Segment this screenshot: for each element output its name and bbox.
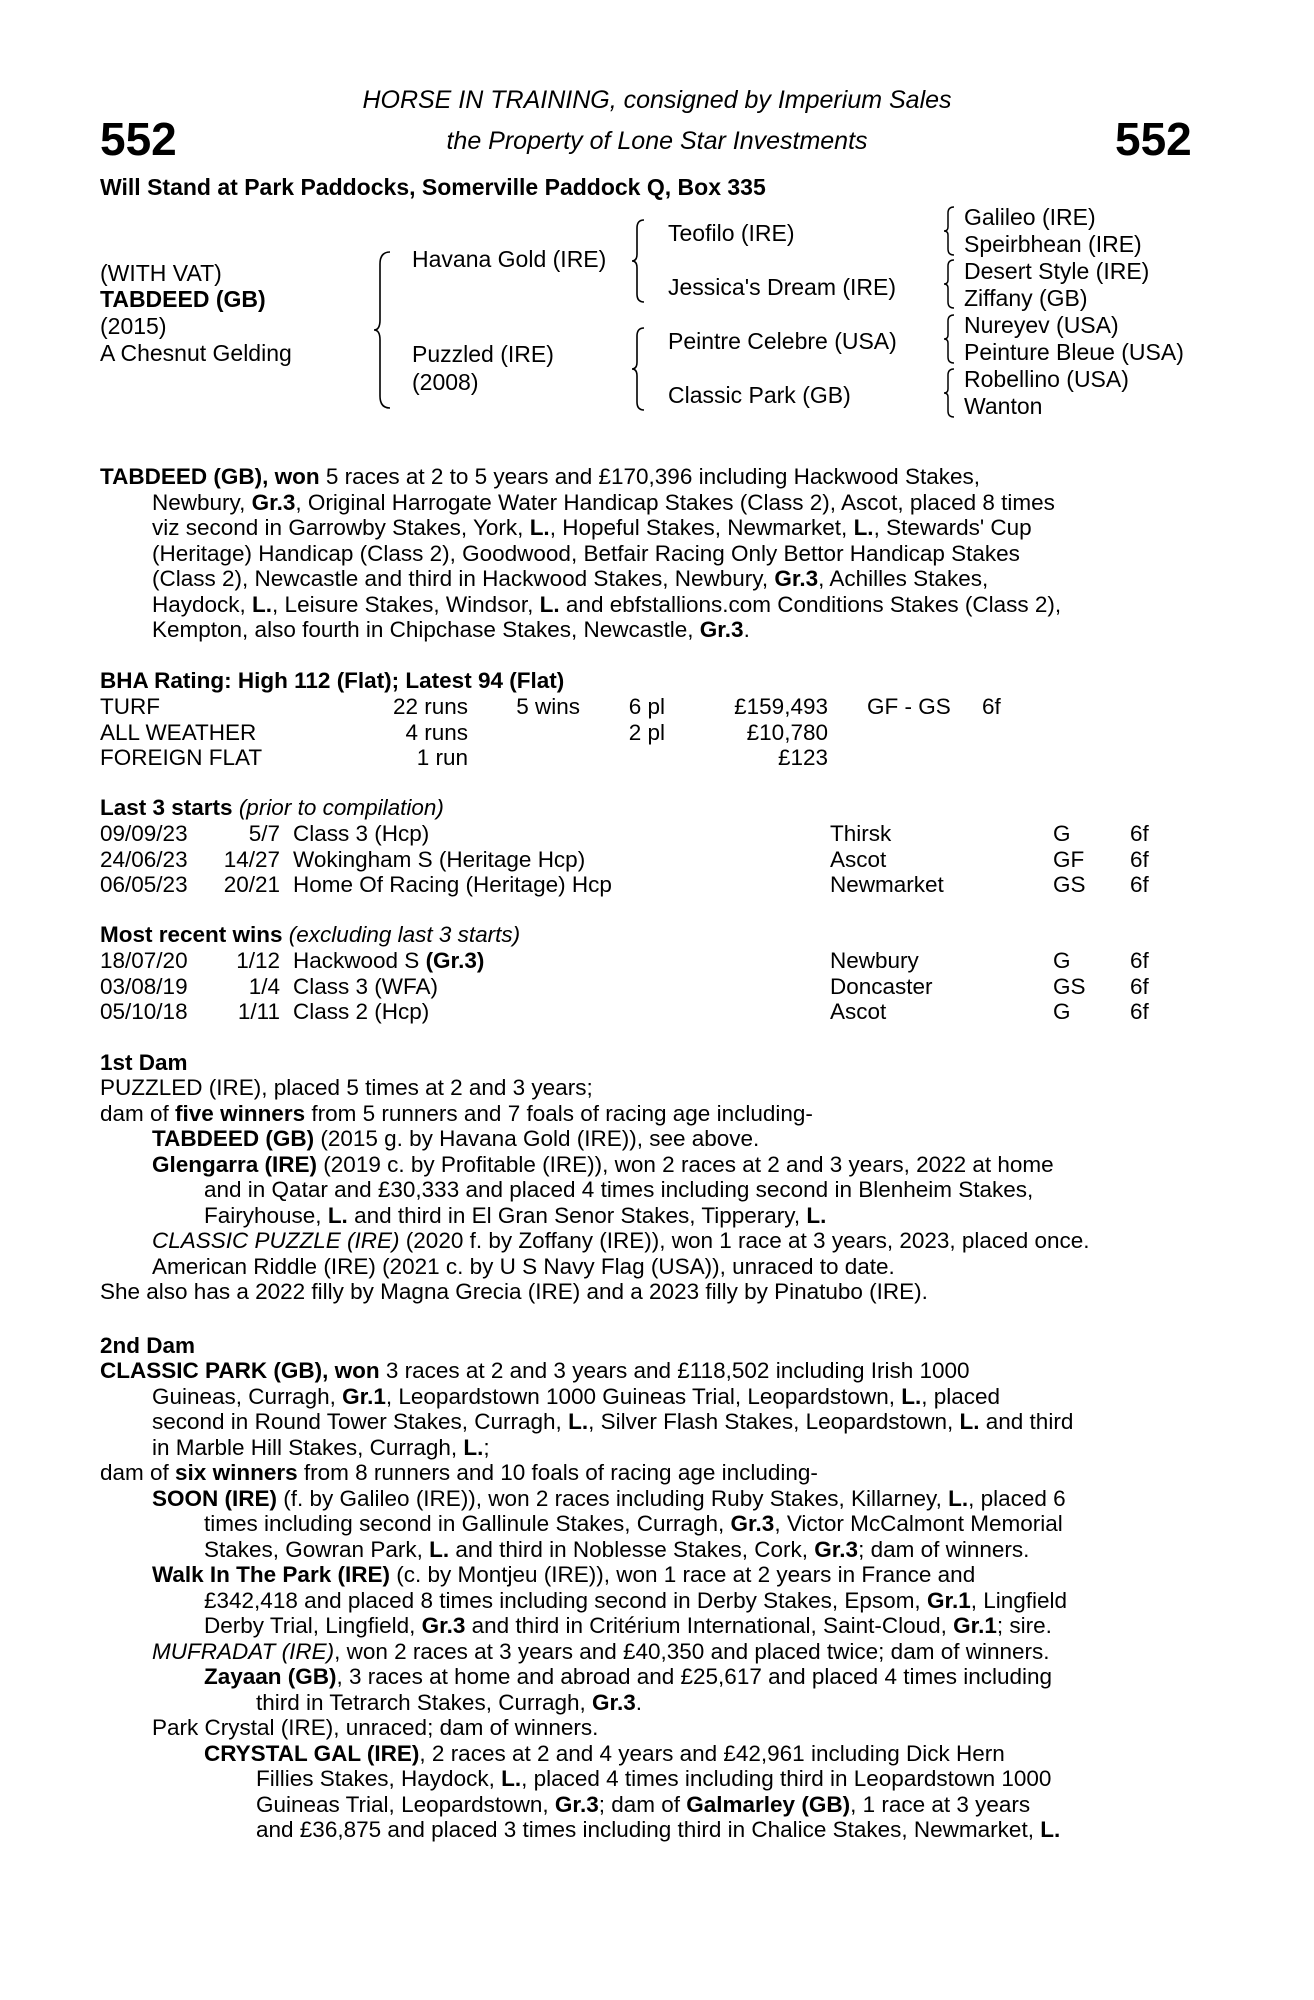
horse-description: A Chesnut Gelding: [100, 340, 292, 366]
race-position: 5/7: [248, 821, 280, 846]
stand-location: Will Stand at Park Paddocks, Somerville Paddock Q, Box 335: [100, 174, 766, 200]
bha-surface: FOREIGN FLAT: [100, 745, 263, 770]
race-position: 14/27: [223, 846, 280, 872]
sire-dam-sire: Desert Style (IRE): [964, 258, 1150, 284]
dam-sire: Peintre Celebre (USA): [668, 328, 897, 354]
race-going: GS: [1053, 973, 1086, 999]
race-position: 20/21: [223, 872, 280, 897]
dam-dam-sire: Robellino (USA): [964, 366, 1129, 392]
pedigree-brace-dam: [630, 326, 646, 412]
progeny-crystal-gal: CRYSTAL GAL (IRE): [204, 1740, 420, 1766]
bha-runs: 4 runs: [405, 719, 468, 745]
race-distance: 6f: [1130, 999, 1149, 1024]
horse-name: TABDEED (GB): [100, 286, 266, 312]
dam-dam: Classic Park (GB): [668, 382, 851, 408]
race-name: Class 3 (Hcp): [293, 821, 430, 846]
lot-number-left: 552: [100, 113, 177, 165]
race-name: Hackwood S (Gr.3): [293, 948, 485, 973]
race-date: 05/10/18: [100, 999, 188, 1024]
recent-wins-heading: Most recent wins (excluding last 3 starts): [100, 922, 521, 947]
sire-dam: Jessica's Dream (IRE): [668, 274, 897, 300]
bha-places: 2 pl: [628, 719, 665, 745]
bha-prize-money: £123: [777, 745, 828, 770]
sire-dam-dam: Ziffany (GB): [964, 285, 1088, 311]
bha-surface: TURF: [100, 694, 160, 719]
first-dam-heading: 1st Dam: [100, 1050, 188, 1075]
progeny-american-riddle: American Riddle (IRE) (2021 c. by U S Navy Flag (USA)), unraced to date.: [152, 1253, 895, 1279]
race-date: 24/06/23: [100, 846, 188, 872]
race-course: Ascot: [830, 999, 887, 1024]
race-date: 18/07/20: [100, 948, 188, 973]
race-position: 1/4: [248, 973, 280, 999]
consignor-line: HORSE IN TRAINING, consigned by Imperium Sales: [362, 86, 952, 114]
progeny-mufradat: MUFRADAT (IRE): [152, 1638, 335, 1664]
race-going: GS: [1053, 872, 1086, 897]
vat-note: (WITH VAT): [100, 260, 222, 286]
dam-sire-dam: Peinture Bleue (USA): [964, 339, 1184, 365]
pedigree-brace-main: [372, 250, 392, 410]
pedigree-brace-dd: [942, 367, 956, 419]
sire-sire-sire: Galileo (IRE): [964, 204, 1096, 230]
progeny-walk-in-the-park: Walk In The Park (IRE): [152, 1562, 390, 1587]
bha-going: GF - GS: [867, 694, 951, 719]
race-going: G: [1053, 948, 1071, 973]
race-distance: 6f: [1130, 973, 1149, 999]
progeny-tabdeed: TABDEED (GB): [152, 1126, 315, 1151]
bha-wins: 5 wins: [516, 694, 580, 719]
bha-surface: ALL WEATHER: [100, 719, 257, 745]
pedigree-brace-sd: [942, 258, 956, 310]
dam-young-stock: She also has a 2022 filly by Magna Grecia (IRE) and a 2023 filly by Pinatubo (IRE).: [100, 1279, 928, 1304]
progeny-classic-puzzle: CLASSIC PUZZLE (IRE): [152, 1228, 400, 1253]
race-name: Class 3 (WFA): [293, 973, 439, 999]
progeny-zayaan: Zayaan (GB): [204, 1664, 337, 1689]
summary-horse-name: TABDEED (GB): [100, 464, 263, 489]
first-dam-text: PUZZLED (IRE), placed 5 times at 2 and 3 years; dam of five winners from 5 runners and 7 foals of racing age including- TABDEED (GB) (2015 g. by Havana Gold (IRE)), see above. Glengarra (IRE) (2019 c. by Profitable (IRE)), won 2 races at 2 and 3 years, 2022 at home and in Qatar and £30,333 and placed 4 times including second in Blenheim Stakes, Fairyhouse, L. and third in El Gran Senor Stakes, Tipperary, L. CLASSIC PUZZLE (IRE) (2020 f. by Zoffany (IRE)), won 1 race at 3 years, 2023, placed once. American Riddle (IRE) (2021 c. by U S Navy Flag (USA)), unraced to date. She also has a 2022 filly by Magna Grecia (IRE) and a 2023 filly by Pinatubo (IRE).: [100, 1075, 1205, 1305]
progeny-park-crystal: Park Crystal (IRE), unraced; dam of winners.: [152, 1715, 599, 1740]
race-distance: 6f: [1130, 872, 1149, 897]
race-course: Ascot: [830, 846, 887, 872]
horse-year: (2015): [100, 313, 167, 339]
pedigree-brace-sire: [630, 218, 646, 304]
race-distance: 6f: [1130, 821, 1149, 846]
dam-dam-dam: Wanton: [964, 393, 1043, 419]
race-distance: 6f: [1130, 846, 1149, 872]
second-dam-text: CLASSIC PARK (GB), won 3 races at 2 and 3 years and £118,502 including Irish 1000 Guineas, Curragh, Gr.1, Leopardstown 1000 Guineas Trial, Leopardstown, L., placed second in Round Tower Stakes, Curragh, L., Silver Flash Stakes, Leopardstown, L. and third in Marble Hill Stakes, Curragh, L.; dam of six winners from 8 runners and 10 foals of racing age including- SOON (IRE) (f. by Galileo (IRE)), won 2 races including Ruby Stakes, Killarney, L., placed 6 times including second in Gallinule Stakes, Curragh, Gr.3, Victor McCalmont Memorial Stakes, Gowran Park, L. and third in Noblesse Stakes, Cork, Gr.3; dam of winners. Walk In The Park (IRE) (c. by Montjeu (IRE)), won 1 race at 2 years in France and £342,418 and placed 8 times including second in Derby Stakes, Epsom, Gr.1, Lingfield Derby Trial, Lingfield, Gr.3 and third in Critérium International, Saint-Cloud, Gr.1; sire. MUFRADAT (IRE), won 2 races at 3 years and £40,350 and placed twice; dam of winners. Zayaan (GB), 3 races at home and abroad and £25,617 and placed 4 times including third in Tetrarch Stakes, Curragh, Gr.3. Park Crystal (IRE), unraced; dam of winners. CRYSTAL GAL (IRE), 2 races at 2 and 4 years and £42,961 including Dick Hern Fillies Stakes, Haydock, L., placed 4 times including third in Leopardstown 1000 Guineas Trial, Leopardstown, Gr.3; dam of Galmarley (GB), 1 race at 3 years and £36,875 and placed 3 times including third in Chalice Stakes, Newmarket, L.: [100, 1358, 1205, 1843]
race-distance: 6f: [1130, 948, 1149, 973]
sire: Havana Gold (IRE): [412, 246, 607, 272]
pedigree-brace-ss: [942, 205, 956, 257]
race-going: GF: [1053, 846, 1085, 872]
race-going: G: [1053, 999, 1071, 1024]
race-position: 1/12: [236, 948, 280, 973]
race-going: G: [1053, 821, 1071, 846]
race-position: 1/11: [237, 999, 280, 1024]
dam-year: (2008): [412, 369, 479, 395]
bha-distance: 6f: [982, 694, 1001, 719]
race-summary: TABDEED (GB), won 5 races at 2 to 5 years and £170,396 including Hackwood Stakes, Newbury, Gr.3, Original Harrogate Water Handicap Stakes (Class 2), Ascot, placed 8 times viz second in Garrowby Stakes, York, L., Hopeful Stakes, Newmarket, L., Stewards' Cup (Heritage) Handicap (Class 2), Goodwood, Betfair Racing Only Bettor Handicap Stakes (Class 2), Newcastle and third in Hackwood Stakes, Newbury, Gr.3, Achilles Stakes, Haydock, L., Leisure Stakes, Windsor, L. and ebfstallions.com Conditions Stakes (Class 2), Kempton, also fourth in Chipchase Stakes, Newcastle, Gr.3.: [100, 464, 1062, 642]
race-course: Doncaster: [830, 973, 933, 999]
bha-prize-money: £10,780: [746, 719, 828, 745]
bha-runs: 1 run: [416, 745, 468, 770]
race-course: Newmarket: [830, 872, 944, 897]
race-date: 03/08/19: [100, 973, 188, 999]
race-date: 06/05/23: [100, 872, 188, 897]
property-line: the Property of Lone Star Investments: [446, 127, 868, 155]
race-course: Thirsk: [830, 821, 892, 846]
bha-places: 6 pl: [628, 694, 665, 719]
race-name: Wokingham S (Heritage Hcp): [293, 846, 586, 872]
sire-sire-dam: Speirbhean (IRE): [964, 231, 1142, 257]
dam-sire-sire: Nureyev (USA): [964, 312, 1119, 338]
race-name: Class 2 (Hcp): [293, 999, 430, 1024]
second-dam-name: CLASSIC PARK (GB): [100, 1358, 323, 1383]
second-dam-heading: 2nd Dam: [100, 1333, 196, 1358]
pedigree-brace-ds: [942, 313, 956, 365]
bha-rating-title: BHA Rating: High 112 (Flat); Latest 94 (Flat): [100, 668, 565, 693]
race-grade: (Gr.3): [425, 948, 485, 973]
lot-number-right: 552: [1115, 113, 1192, 165]
dam: Puzzled (IRE): [412, 341, 554, 367]
progeny-glengarra: Glengarra (IRE): [152, 1151, 318, 1177]
last3-heading: Last 3 starts (prior to compilation): [100, 795, 444, 820]
bha-prize-money: £159,493: [734, 694, 828, 719]
bha-runs: 22 runs: [392, 694, 468, 719]
sire-sire: Teofilo (IRE): [668, 220, 795, 246]
race-name: Home Of Racing (Heritage) Hcp: [293, 872, 612, 897]
race-course: Newbury: [830, 948, 919, 973]
progeny-soon: SOON (IRE): [152, 1485, 278, 1511]
race-date: 09/09/23: [100, 821, 188, 846]
